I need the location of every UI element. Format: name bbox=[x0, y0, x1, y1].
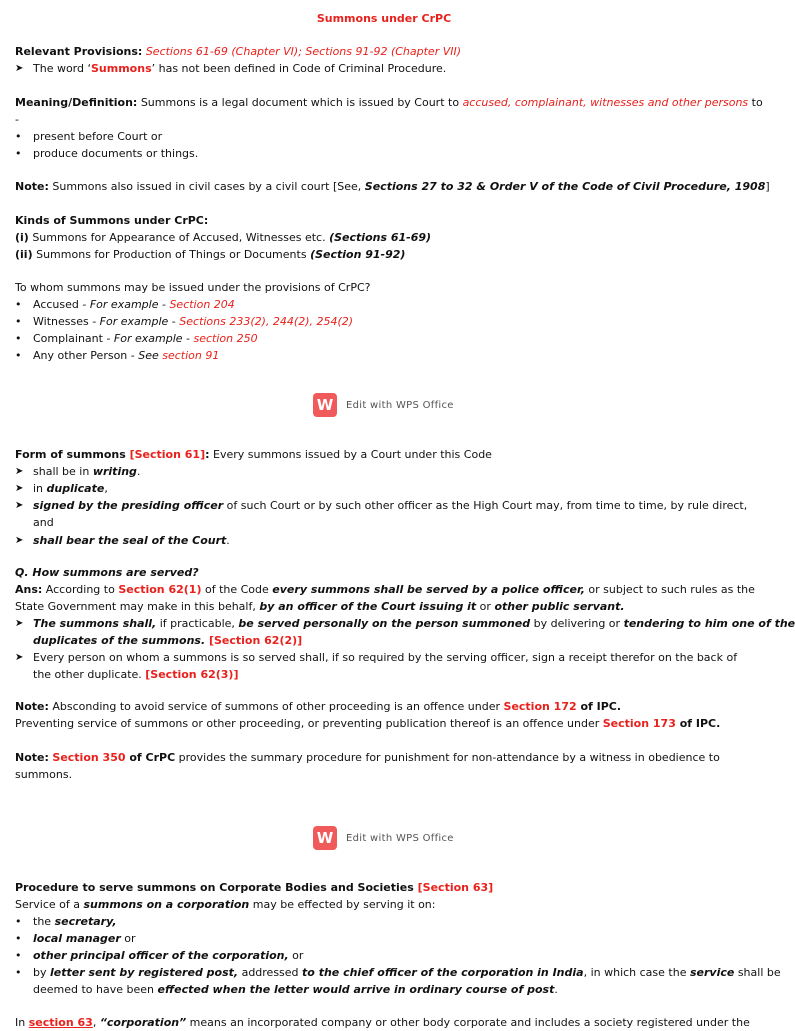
definition-em: “corporation” bbox=[99, 1016, 187, 1029]
service-question: Q. How summons are served? bbox=[15, 566, 199, 579]
point-ref: [Section 62(2)] bbox=[205, 634, 303, 647]
form-text: Every summons issued by a Court under this Code bbox=[209, 448, 492, 461]
form-and-line bbox=[15, 514, 754, 531]
note-350-ref: Section 350 bbox=[52, 751, 126, 764]
corporate-item bbox=[15, 913, 754, 930]
note-350-line2: summons. bbox=[15, 768, 73, 781]
kinds-heading: Kinds of Summons under CrPC: bbox=[15, 214, 209, 227]
meaning-section bbox=[15, 94, 763, 162]
arrow-bullet-icon: ➤ bbox=[15, 618, 24, 629]
answer-mid: of the Code bbox=[201, 583, 273, 596]
corporate-item bbox=[15, 930, 754, 947]
bullet-icon: • bbox=[15, 298, 22, 311]
wps-edit-link[interactable] bbox=[313, 825, 473, 851]
meaning-dash: - bbox=[15, 113, 19, 126]
to-whom-item-ref: Section 204 bbox=[169, 298, 235, 311]
meaning-item-text: present before Court or bbox=[33, 130, 163, 143]
corporate-item-l2-post: . bbox=[554, 983, 558, 996]
bullet-icon: • bbox=[15, 315, 22, 328]
answer-line2-pre: State Government may make in this behalf, bbox=[15, 600, 260, 613]
meaning-persons: accused, complainant, witnesses and other persons bbox=[462, 96, 749, 109]
answer-line2-em2: other public servant. bbox=[494, 600, 625, 613]
note-preventing-text: Preventing service of summons or other proceeding, or preventing publication thereof is an offence under bbox=[15, 717, 603, 730]
corporate-item-em3: service bbox=[689, 966, 735, 979]
bullet-icon: • bbox=[15, 147, 22, 160]
corporate-intro-post: may be effected by serving it on: bbox=[249, 898, 436, 911]
form-item-em: duplicate bbox=[46, 482, 105, 495]
document-title: Summons under CrPC bbox=[316, 12, 452, 25]
summons-undefined-pre: The word ‘ bbox=[33, 62, 91, 75]
to-whom-item-sep: - bbox=[168, 315, 180, 328]
corporate-intro-em: summons on a corporation bbox=[83, 898, 250, 911]
kinds-item-ref: (Sections 61-69) bbox=[329, 231, 432, 244]
corporate-item-mid2: , in which case the bbox=[583, 966, 690, 979]
answer-line2-or: or bbox=[476, 600, 495, 613]
to-whom-item-ref: section 91 bbox=[162, 349, 220, 362]
answer-post: or subject to such rules as the bbox=[584, 583, 755, 596]
arrow-bullet-icon: ➤ bbox=[15, 483, 24, 494]
wps-logo-icon: W bbox=[313, 826, 337, 850]
note-label: Note: bbox=[15, 700, 49, 713]
corporate-item bbox=[15, 947, 754, 964]
definition-post: means an incorporated company or other body corporate and includes a society registered under the bbox=[186, 1016, 750, 1029]
form-item-post: , bbox=[104, 482, 108, 495]
point-em1: The summons shall, bbox=[33, 617, 157, 630]
wps-edit-link[interactable] bbox=[313, 392, 473, 418]
to-whom-question: To whom summons may be issued under the provisions of CrPC? bbox=[15, 281, 371, 294]
kinds-item-production bbox=[15, 246, 754, 263]
corporate-item-post: or bbox=[288, 949, 304, 962]
relevant-provisions-line bbox=[15, 43, 754, 60]
form-item bbox=[15, 497, 754, 514]
kinds-item-ref: (Section 91-92) bbox=[310, 248, 406, 261]
answer-pre: According to bbox=[42, 583, 119, 596]
corporation-definition-line bbox=[15, 1014, 754, 1031]
service-qa-section bbox=[15, 564, 795, 683]
kinds-item-text: Summons for Production of Things or Documents bbox=[32, 248, 311, 261]
point-receipt-text: Every person on whom a summons is so served shall, if so required by the serving officer, sign a receipt therefor on the back of bbox=[33, 651, 738, 664]
note-label: Note: bbox=[15, 180, 49, 193]
corporate-item-em: other principal officer of the corporation, bbox=[33, 949, 289, 962]
form-item-em: shall bear the seal of the Court bbox=[33, 534, 227, 547]
note-absconding-line bbox=[15, 698, 754, 715]
answer-line2-em1: by an officer of the Court issuing it bbox=[259, 600, 477, 613]
summons-undefined-post: ’ has not been defined in Code of Criminal Procedure. bbox=[151, 62, 447, 75]
form-colon: : bbox=[205, 448, 210, 461]
form-and: and bbox=[33, 516, 54, 529]
note-civil-text: Summons also issued in civil cases by a civil court [See, bbox=[48, 180, 365, 193]
form-item-pre: shall be in bbox=[33, 465, 93, 478]
bullet-icon: • bbox=[15, 915, 22, 928]
form-of-summons-section bbox=[15, 446, 754, 549]
to-whom-item-mid: See bbox=[138, 349, 159, 362]
form-item bbox=[15, 532, 754, 549]
kinds-item-num: (ii) bbox=[15, 248, 33, 261]
point-receipt-ref: [Section 62(3)] bbox=[145, 668, 239, 681]
to-whom-item-sep: - bbox=[158, 298, 170, 311]
answer-em: every summons shall be served by a police officer, bbox=[272, 583, 585, 596]
wps-edit-text: Edit with WPS Office bbox=[346, 832, 454, 844]
form-item-em: writing bbox=[92, 465, 137, 478]
form-item-pre: in bbox=[33, 482, 47, 495]
arrow-bullet-icon: ➤ bbox=[15, 500, 24, 511]
corporate-item-em: letter sent by registered post, bbox=[50, 966, 239, 979]
meaning-item bbox=[15, 128, 754, 145]
corporate-section bbox=[15, 879, 781, 1031]
corporate-heading-line bbox=[15, 879, 754, 896]
meaning-item bbox=[15, 145, 754, 162]
relevant-provisions-section bbox=[15, 43, 754, 77]
summons-undefined-line bbox=[15, 60, 754, 77]
service-point-personal-line2 bbox=[15, 632, 754, 649]
summons-word: Summons bbox=[91, 62, 152, 75]
corporate-item-post: shall be bbox=[734, 966, 781, 979]
answer-ref: Section 62(1) bbox=[118, 583, 202, 596]
form-item-post: . bbox=[226, 534, 230, 547]
to-whom-item-pre: Complainant - bbox=[33, 332, 114, 345]
to-whom-item-ref: Sections 233(2), 244(2), 254(2) bbox=[179, 315, 354, 328]
note-absconding-post: of IPC. bbox=[576, 700, 622, 713]
arrow-bullet-icon: ➤ bbox=[15, 466, 24, 477]
bullet-icon: • bbox=[15, 332, 22, 345]
note-civil-section bbox=[15, 178, 770, 195]
corporate-item-line2 bbox=[15, 981, 754, 998]
bullet-icon: • bbox=[15, 949, 22, 962]
point-mid2: by delivering or bbox=[530, 617, 624, 630]
corporate-item-post: or bbox=[120, 932, 136, 945]
service-point-personal bbox=[15, 615, 795, 632]
note-preventing-line bbox=[15, 715, 754, 732]
meaning-item-text: produce documents or things. bbox=[33, 147, 199, 160]
definition-mid: , bbox=[92, 1016, 100, 1029]
note-absconding-section bbox=[15, 698, 754, 732]
form-item-em: signed by the presiding officer bbox=[33, 499, 224, 512]
to-whom-item bbox=[15, 296, 754, 313]
meaning-label: Meaning/Definition: bbox=[15, 96, 138, 109]
corporate-item-em: secretary, bbox=[54, 915, 117, 928]
note-350-line bbox=[15, 749, 754, 766]
to-whom-item bbox=[15, 313, 754, 330]
note-350-mid: of CrPC bbox=[125, 751, 176, 764]
to-whom-item bbox=[15, 330, 754, 347]
form-item bbox=[15, 463, 754, 480]
form-label: Form of summons bbox=[15, 448, 130, 461]
arrow-bullet-icon: ➤ bbox=[15, 63, 24, 74]
note-absconding-text: Absconding to avoid service of summons of other proceeding is an offence under bbox=[48, 700, 504, 713]
corporate-item-em2: to the chief officer of the corporation in India bbox=[302, 966, 584, 979]
meaning-text: Summons is a legal document which is issued by Court to bbox=[137, 96, 463, 109]
kinds-section bbox=[15, 212, 754, 263]
to-whom-item-mid: For example bbox=[99, 315, 169, 328]
bullet-icon: • bbox=[15, 966, 22, 979]
corporate-item-pre: the bbox=[33, 915, 55, 928]
kinds-item-num: (i) bbox=[15, 231, 29, 244]
note-absconding-ref: Section 172 bbox=[503, 700, 577, 713]
form-item bbox=[15, 480, 754, 497]
note-preventing-ref: Section 173 bbox=[602, 717, 676, 730]
corporate-intro-pre: Service of a bbox=[15, 898, 84, 911]
meaning-end: to bbox=[748, 96, 763, 109]
to-whom-item-pre: Witnesses - bbox=[33, 315, 100, 328]
corporate-item-em: local manager bbox=[33, 932, 121, 945]
bullet-icon: • bbox=[15, 349, 22, 362]
point-mid: if practicable, bbox=[156, 617, 239, 630]
to-whom-item-pre: Accused - bbox=[33, 298, 90, 311]
point-em2: be served personally on the person summoned bbox=[238, 617, 531, 630]
to-whom-item-sep: - bbox=[182, 332, 194, 345]
point-receipt-line2: the other duplicate. bbox=[33, 668, 146, 681]
to-whom-item-mid: For example bbox=[89, 298, 159, 311]
note-350-section bbox=[15, 749, 754, 783]
to-whom-section bbox=[15, 279, 754, 364]
note-civil-end: ] bbox=[765, 180, 770, 193]
bullet-icon: • bbox=[15, 130, 22, 143]
to-whom-item-ref: section 250 bbox=[193, 332, 258, 345]
corporate-intro bbox=[15, 896, 754, 913]
form-item-post: of such Court or by such other officer as the High Court may, from time to time, by rule direct, bbox=[223, 499, 748, 512]
point-em3: tendering to him one of the bbox=[623, 617, 795, 630]
note-350-text: provides the summary procedure for punishment for non-attendance by a witness in obedience to bbox=[175, 751, 720, 764]
service-point-receipt-line2 bbox=[15, 666, 754, 683]
note-preventing-post: of IPC. bbox=[675, 717, 721, 730]
corporate-item-l2-em: effected when the letter would arrive in ordinary course of post bbox=[157, 983, 555, 996]
wps-edit-text: Edit with WPS Office bbox=[346, 399, 454, 411]
definition-ref: section 63 bbox=[28, 1016, 93, 1029]
service-point-receipt bbox=[15, 649, 754, 666]
kinds-item-appearance bbox=[15, 229, 754, 246]
form-ref: [Section 61] bbox=[129, 448, 206, 461]
arrow-bullet-icon: ➤ bbox=[15, 652, 24, 663]
corporate-heading: Procedure to serve summons on Corporate Bodies and Societies bbox=[15, 881, 418, 894]
form-item-post: . bbox=[136, 465, 141, 478]
form-heading-line bbox=[15, 446, 754, 463]
corporate-item-l2-pre: deemed to have been bbox=[33, 983, 158, 996]
relevant-provisions-label: Relevant Provisions: bbox=[15, 45, 143, 58]
service-answer-line bbox=[15, 581, 754, 598]
point-line2-em: duplicates of the summons. bbox=[33, 634, 206, 647]
note-civil-line bbox=[15, 178, 770, 195]
relevant-provisions-refs: Sections 61-69 (Chapter VI); Sections 91-92 (Chapter VII) bbox=[145, 45, 462, 58]
to-whom-item-pre: Any other Person - bbox=[33, 349, 139, 362]
to-whom-item-mid: For example bbox=[113, 332, 183, 345]
answer-label: Ans: bbox=[15, 583, 43, 596]
definition-pre: In bbox=[15, 1016, 29, 1029]
service-answer-line2 bbox=[15, 598, 754, 615]
corporate-ref: [Section 63] bbox=[417, 881, 494, 894]
meaning-line bbox=[15, 94, 763, 111]
note-civil-ref: Sections 27 to 32 & Order V of the Code of Civil Procedure, 1908 bbox=[364, 180, 766, 193]
bullet-icon: • bbox=[15, 932, 22, 945]
to-whom-item bbox=[15, 347, 754, 364]
wps-logo-icon: W bbox=[313, 393, 337, 417]
note-label: Note: bbox=[15, 751, 49, 764]
kinds-item-text: Summons for Appearance of Accused, Witnesses etc. bbox=[28, 231, 330, 244]
corporate-item-mid: addressed bbox=[238, 966, 303, 979]
arrow-bullet-icon: ➤ bbox=[15, 535, 24, 546]
corporate-item-pre: by bbox=[33, 966, 50, 979]
corporate-item bbox=[15, 964, 781, 981]
